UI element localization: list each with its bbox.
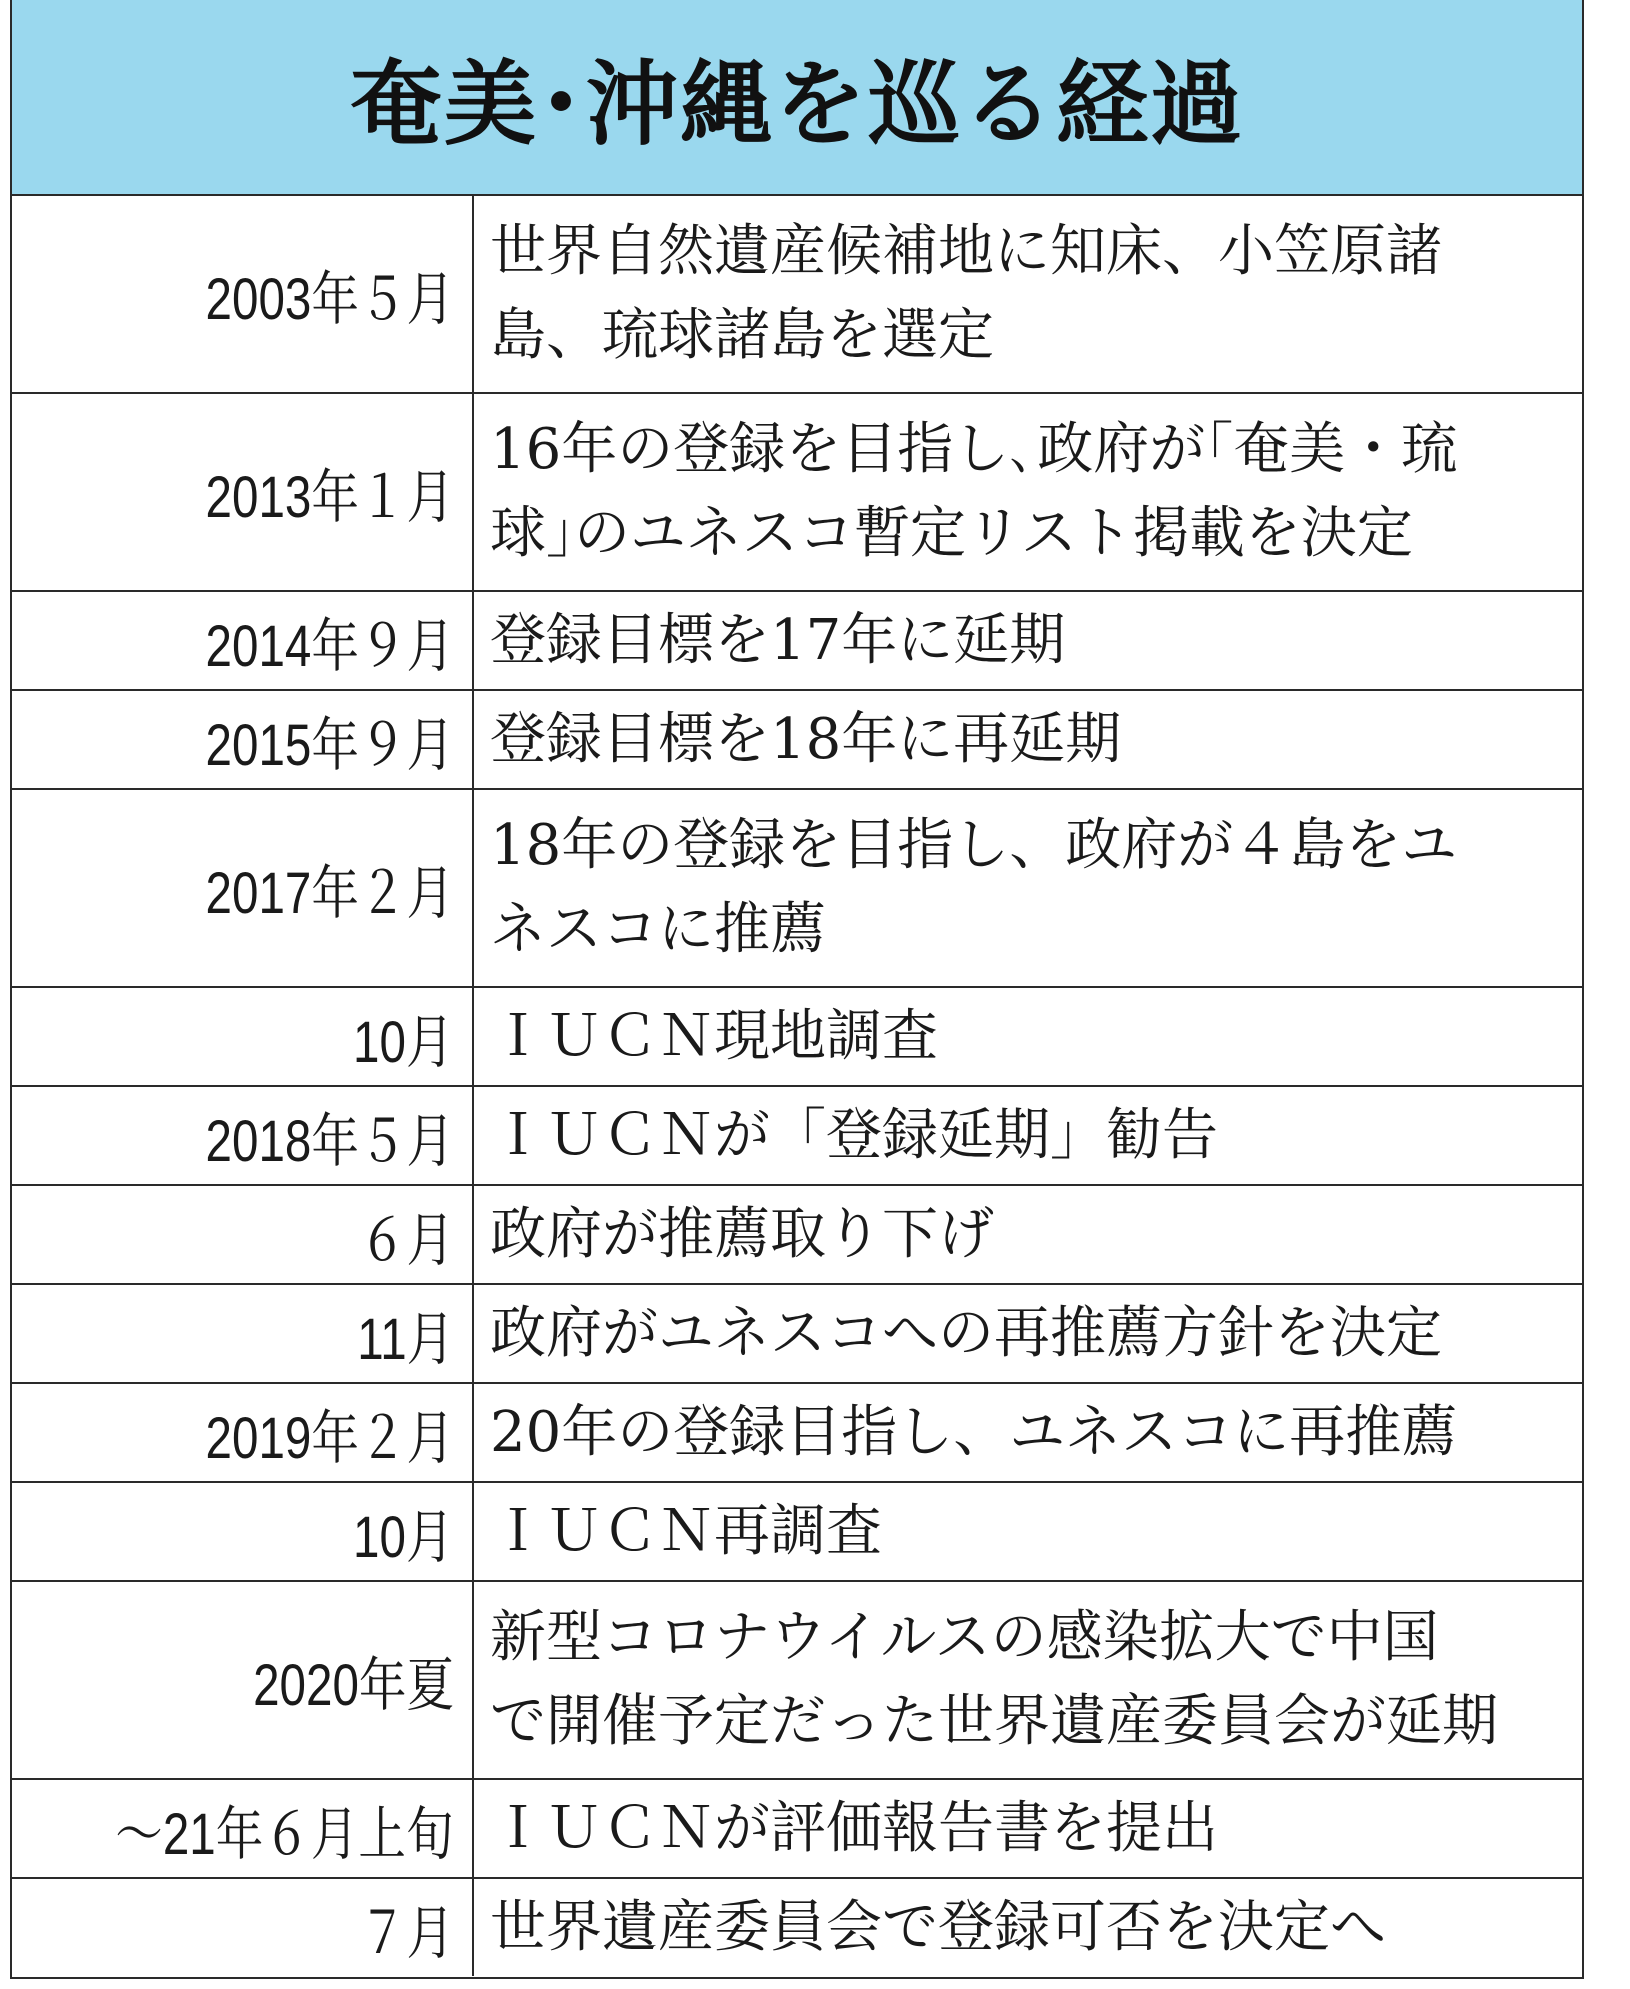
table-row <box>12 790 1582 988</box>
table-row <box>12 1879 1582 1976</box>
date-text: 10月 <box>353 1009 454 1075</box>
date-text: 〜21年６月上旬 <box>115 1801 454 1867</box>
event-cell <box>474 1186 1582 1283</box>
event-cell <box>474 196 1582 392</box>
date-text: 11月 <box>357 1306 454 1372</box>
event-text: 世界自然遺産候補地に知床、小笠原諸 島、琉球諸島を選定 <box>490 219 1442 368</box>
table-row <box>12 394 1582 592</box>
timeline-table <box>10 0 1584 1979</box>
event-cell <box>474 1285 1582 1382</box>
date-cell <box>12 592 474 689</box>
date-cell <box>12 1384 474 1481</box>
event-cell <box>474 691 1582 788</box>
date-cell <box>12 1483 474 1580</box>
event-text: 16年の登録を目指し､政府が｢奄美・琉 球｣のユネスコ暫定リスト掲載を決定 <box>490 417 1458 566</box>
date-text: 2018年５月 <box>205 1108 454 1174</box>
event-cell <box>474 592 1582 689</box>
date-cell <box>12 1087 474 1184</box>
event-cell <box>474 1384 1582 1481</box>
date-cell <box>12 691 474 788</box>
event-text: ＩＵＣＮが評価報告書を提出 <box>490 1795 1218 1861</box>
event-text: 政府が推薦取り下げ <box>490 1201 994 1267</box>
date-text: ６月 <box>358 1207 454 1273</box>
event-text: ＩＵＣＮが「登録延期」勧告 <box>490 1102 1218 1168</box>
event-cell <box>474 1879 1582 1976</box>
event-text: 政府がユネスコへの再推薦方針を決定 <box>490 1300 1442 1366</box>
table-header <box>12 0 1582 196</box>
date-text: 2019年２月 <box>205 1405 454 1471</box>
date-cell <box>12 394 474 590</box>
page-title: 奄美･沖縄を巡る経過 <box>349 51 1244 158</box>
date-cell <box>12 1879 474 1976</box>
table-row <box>12 988 1582 1087</box>
event-text: 登録目標を17年に延期 <box>490 607 1066 673</box>
table-row <box>12 1186 1582 1285</box>
date-cell <box>12 1186 474 1283</box>
table-row <box>12 1285 1582 1384</box>
date-cell <box>12 790 474 986</box>
event-cell <box>474 1087 1582 1184</box>
event-cell <box>474 988 1582 1085</box>
date-text: 10月 <box>353 1504 454 1570</box>
event-text: 18年の登録を目指し、政府が４島をユ ネスコに推薦 <box>490 813 1458 962</box>
table-row <box>12 592 1582 691</box>
event-cell <box>474 1780 1582 1877</box>
table-row <box>12 1780 1582 1879</box>
table-row <box>12 1582 1582 1780</box>
timeline-rows <box>12 196 1582 1976</box>
event-cell <box>474 1483 1582 1580</box>
table-row <box>12 691 1582 790</box>
event-text: 登録目標を18年に再延期 <box>490 706 1122 772</box>
table-row <box>12 1483 1582 1582</box>
event-text: ＩＵＣＮ現地調査 <box>490 1003 938 1069</box>
date-cell <box>12 1780 474 1877</box>
event-text: 20年の登録目指し、ユネスコに再推薦 <box>490 1399 1458 1465</box>
date-text: 2017年２月 <box>205 861 454 926</box>
table-row <box>12 1384 1582 1483</box>
date-text: 2013年１月 <box>205 465 454 530</box>
date-text: ７月 <box>358 1900 454 1966</box>
date-text: 2003年５月 <box>205 267 454 332</box>
date-cell <box>12 1285 474 1382</box>
date-cell <box>12 1582 474 1778</box>
event-cell <box>474 394 1582 590</box>
date-text: 2015年９月 <box>205 712 454 778</box>
date-text: 2014年９月 <box>205 613 454 679</box>
date-cell <box>12 988 474 1085</box>
event-cell <box>474 1582 1582 1778</box>
table-row <box>12 196 1582 394</box>
event-text: 世界遺産委員会で登録可否を決定へ <box>490 1894 1386 1960</box>
table-row <box>12 1087 1582 1186</box>
event-cell <box>474 790 1582 986</box>
date-text: 2020年夏 <box>253 1653 454 1718</box>
event-text: ＩＵＣＮ再調査 <box>490 1498 882 1564</box>
event-text: 新型コロナウイルスの感染拡大で中国 で開催予定だった世界遺産委員会が延期 <box>490 1605 1498 1754</box>
date-cell <box>12 196 474 392</box>
